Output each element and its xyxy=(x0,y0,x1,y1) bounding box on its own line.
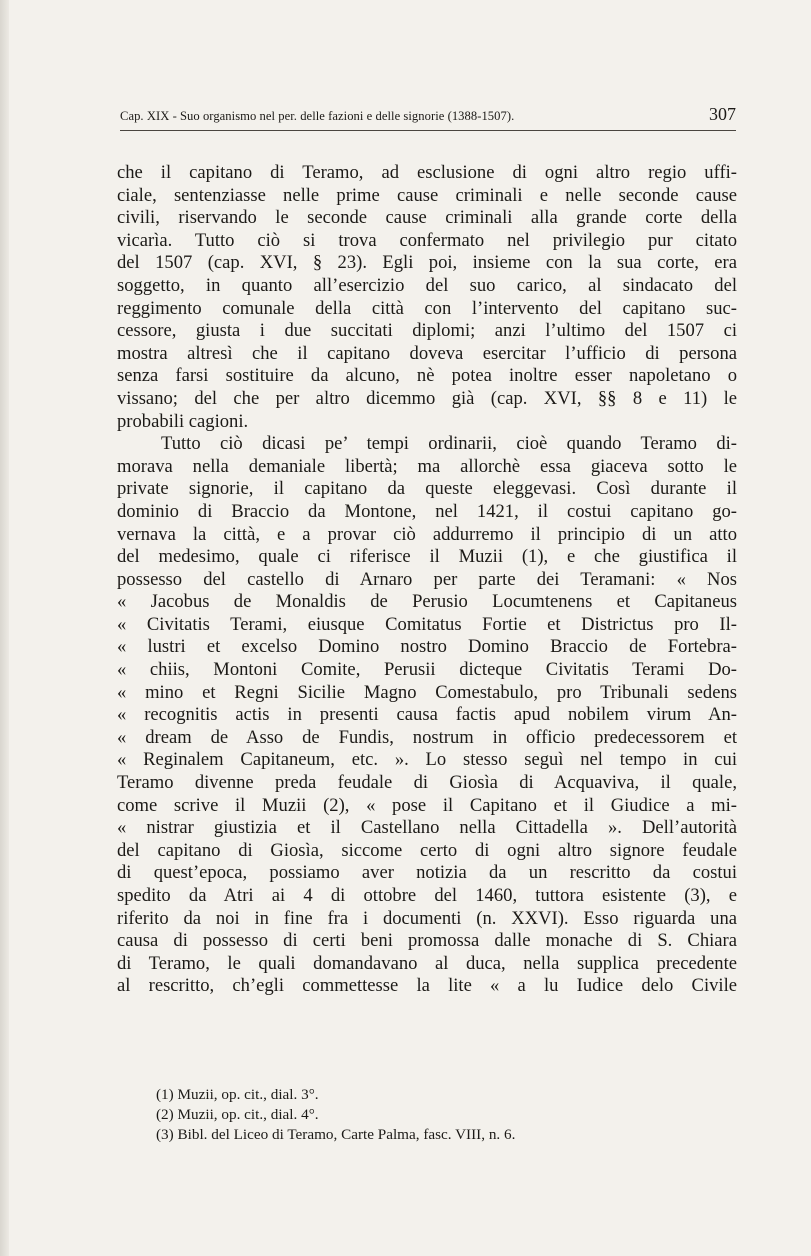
text-line: civili, riservando le seconde cause criminali alla grande corte della xyxy=(117,207,737,229)
text-line: spedito da Atri ai 4 di ottobre del 1460, tuttora esistente (3), e xyxy=(117,885,737,906)
text-line: possesso del castello di Arnaro per parte dei Teramani: « Nos xyxy=(117,568,737,590)
text-line: soggetto, in quanto all’esercizio del suo carico, al sindacato del xyxy=(117,274,737,296)
text-line: mostra altresì che il capitano doveva esercitar l’ufficio di persona xyxy=(117,342,737,364)
text-line: Teramo divenne preda feudale di Giosìa di Acquaviva, il quale, xyxy=(117,772,737,794)
quote-line: « Civitatis Terami, eiusque Comitatus Fortie et Districtus pro Il- xyxy=(117,613,737,635)
text-line: vicarìa. Tutto ciò si trova confermato nel privilegio pur citato xyxy=(117,229,737,251)
text-line: morava nella demaniale libertà; ma allorchè essa giaceva sotto le xyxy=(117,455,737,477)
quote-line: « recognitis actis in presenti causa factis apud nobilem virum An- xyxy=(117,704,737,726)
text-line: riferito da noi in fine fra i documenti (n. XXVI). Esso riguarda una xyxy=(117,907,737,929)
text-line: vissano; del che per altro dicemmo già (cap. XVI, §§ 8 e 11) le xyxy=(117,387,737,409)
text-line: al rescritto, ch’egli commettesse la lite « a lu Iudice delo Civile xyxy=(117,975,737,997)
quote-line: « Jacobus de Monaldis de Perusio Locumtenens et Capitaneus xyxy=(117,591,737,613)
text-line: del capitano di Giosìa, siccome certo di ogni altro signore feudale xyxy=(117,839,737,861)
paragraph-last-line: probabili cagioni. xyxy=(117,410,249,432)
text-line: reggimento comunale della città con l’intervento del capitano suc- xyxy=(117,297,737,319)
quote-line: « chiis, Montoni Comite, Perusii dicteque Civitatis Terami Do- xyxy=(117,659,737,681)
footnote-3: (3) Bibl. del Liceo di Teramo, Carte Palma, fasc. VIII, n. 6. xyxy=(156,1126,516,1143)
text-line: private signorie, il capitano da queste eleggevasi. Così durante il xyxy=(117,478,737,500)
footnote-1: (1) Muzii, op. cit., dial. 3°. xyxy=(156,1086,319,1103)
body-text xyxy=(117,162,737,998)
text-line: causa di possesso di certi beni promossa dalle monache di S. Chiara xyxy=(117,930,737,952)
quote-line: « lustri et excelso Domino nostro Domino Braccio de Fortebra- xyxy=(117,636,737,658)
page-number: 307 xyxy=(709,104,736,124)
text-line: del medesimo, quale ci riferisce il Muzii (1), e che giustifica il xyxy=(117,546,737,568)
paragraph-first-line: Tutto ciò dicasi pe’ tempi ordinarii, cioè quando Teramo di- xyxy=(161,433,737,455)
quote-line: « mino et Regni Sicilie Magno Comestabulo, pro Tribunali sedens xyxy=(117,681,737,703)
text-line: del 1507 (cap. XVI, § 23). Egli poi, insieme con la sua corte, era xyxy=(117,252,737,274)
text-line: dominio di Braccio da Montone, nel 1421, il costui capitano go- xyxy=(117,500,737,522)
running-header xyxy=(120,104,736,125)
text-line: di Teramo, le quali domandavano al duca, nella supplica precedente xyxy=(117,952,737,974)
text-line: che il capitano di Teramo, ad esclusione di ogni altro regio uffi- xyxy=(117,162,737,183)
text-line: senza farsi sostituire da alcuno, nè potea inoltre esser napoletano o xyxy=(117,365,737,387)
footnotes xyxy=(156,1085,736,1145)
header-rule xyxy=(120,130,736,131)
page-edge-shadow xyxy=(0,0,9,1256)
text-line: di quest’epoca, possiamo aver notizia da un rescritto da costui xyxy=(117,862,737,884)
text-line: cessore, giusta i due succitati diplomi; anzi l’ultimo del 1507 ci xyxy=(117,320,737,342)
text-line: « nistrar giustizia et il Castellano nella Cittadella ». Dell’autorità xyxy=(117,817,737,839)
text-line: ciale, sentenziasse nelle prime cause criminali e nelle seconde cause xyxy=(117,184,737,206)
text-line: vernava la città, e a provar ciò addurremo il principio di un atto xyxy=(117,523,737,545)
text-line: come scrive il Muzii (2), « pose il Capitano et il Giudice a mi- xyxy=(117,794,737,816)
quote-line: « Reginalem Capitaneum, etc. ». Lo stesso seguì nel tempo in cui xyxy=(117,749,737,771)
quote-line: « dream de Asso de Fundis, nostrum in officio predecessorem et xyxy=(117,726,737,748)
footnote-2: (2) Muzii, op. cit., dial. 4°. xyxy=(156,1106,319,1123)
running-title: Cap. XIX - Suo organismo nel per. delle fazioni e delle signorie (1388-1507). xyxy=(120,109,515,123)
